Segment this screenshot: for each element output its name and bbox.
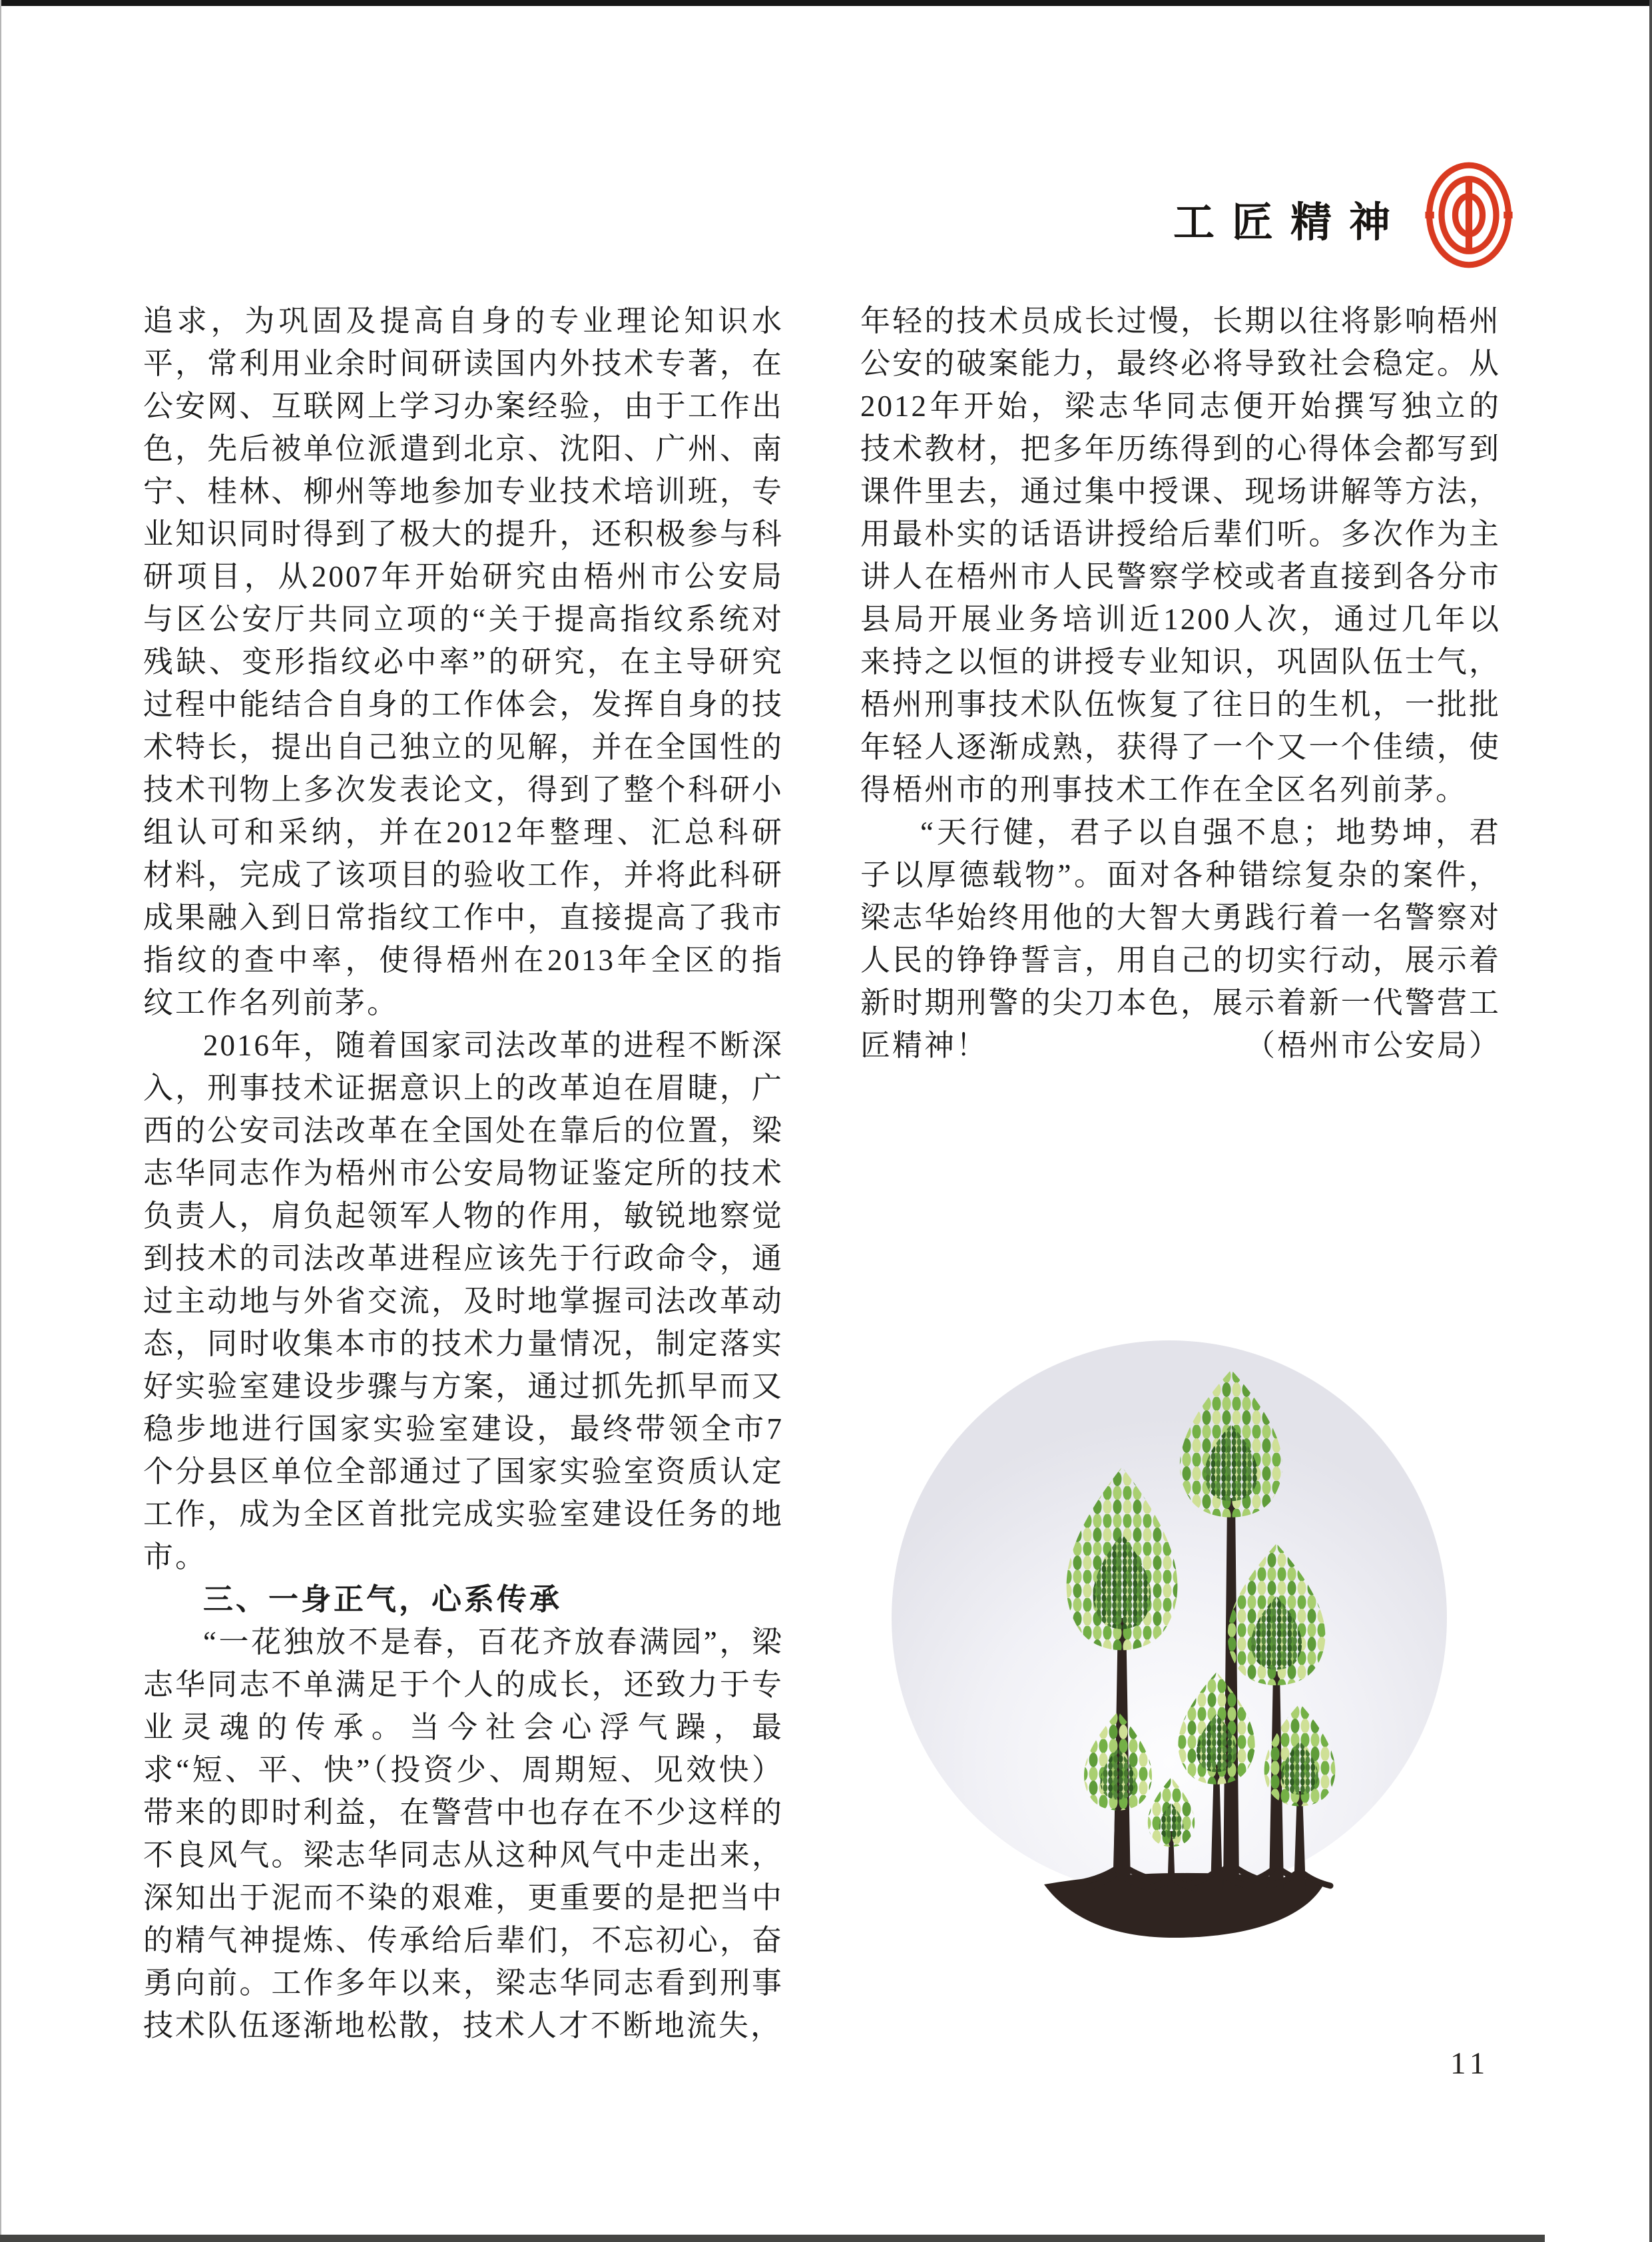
page-left-edge-line	[0, 0, 1, 2242]
page-title: 工匠精神	[1173, 200, 1408, 246]
page-top-edge-bar	[0, 0, 1652, 6]
section-heading: 三、一身正气，心系传承	[203, 1582, 563, 1616]
attribution: （梧州市公安局）	[1244, 1029, 1501, 1062]
page-right-edge-line	[1649, 0, 1652, 2242]
trees-illustration	[852, 1298, 1485, 1951]
right-text-column	[860, 300, 1501, 1067]
paragraph: 2016年，随着国家司法改革的进程不断深入，刑事技术证据意识上的改革迫在眉睫，广西的公安司法改革在全国处在靠后的位置，梁志华同志作为梧州市公安局物证鉴定所的技术负责人，肩负起领军人物的作用，敏锐地察觉到技术的司法改革进程应该先于行政命令，通过主动地与外省交流，及时地掌握司法改革动态，同时收集本市的技术力量情况，制定落实好实验室建设步骤与方案，通过抓先抓早而又稳步地进行国家实验室建设，最终带领全市7个分县区单位全部通过了国家实验室资质认定工作，成为全区首批完成实验室建设任务的地市。	[143, 1029, 784, 1573]
paragraph: “天行健，君子以自强不息；地势坤，君子以厚德载物”。面对各种错综复杂的案件，梁志华始终用他的大智大勇践行着一名警察对人民的铮铮誓言，用自己的切实行动，展示着新时期刑警的尖刀本色，展示着新一代警营工匠精神！ （梧州市公安局）	[860, 811, 1501, 1067]
left-text-column	[143, 300, 784, 2047]
paragraph: “一花独放不是春，百花齐放春满园”，梁志华同志不单满足于个人的成长，还致力于专业灵魂的传承。当今社会心浮气躁，最求“短、平、快”（投资少、周期短、见效快）带来的即时利益，在警营中也存在不少这样的不良风气。梁志华同志从这种风气中走出来，深知出于泥而不染的艰难，更重要的是把当中的精气神提炼、传承给后辈们，不忘初心，奋勇向前。工作多年以来，梁志华同志看到刑事技术队伍逐渐地松散，技术人才不断地流失，	[143, 1625, 784, 2042]
paragraph: 追求，为巩固及提高自身的专业理论知识水平，常利用业余时间研读国内外技术专著，在公安网、互联网上学习办案经验，由于工作出色，先后被单位派遣到北京、沈阳、广州、南宁、桂林、柳州等地参加专业技术培训班，专业知识同时得到了极大的提升，还积极参与科研项目，从2007年开始研究由梧州市公安局与区公安厅共同立项的“关于提高指纹系统对残缺、变形指纹必中率”的研究，在主导研究过程中能结合自身的工作体会，发挥自身的技术特长，提出自己独立的见解，并在全国性的技术刊物上多次发表论文，得到了整个科研小组认可和采纳，并在2012年整理、汇总科研材料，完成了该项目的验收工作，并将此科研成果融入到日常指纹工作中，直接提高了我市指纹的查中率，使得梧州在2013年全区的指纹工作名列前茅。	[143, 304, 784, 1019]
trade-union-logo-icon	[1424, 160, 1514, 270]
page-number: 11	[1450, 2046, 1490, 2081]
paragraph: 年轻的技术员成长过慢，长期以往将影响梧州公安的破案能力，最终必将导致社会稳定。从2012年开始，梁志华同志便开始撰写独立的技术教材，把多年历练得到的心得体会都写到课件里去，通过集中授课、现场讲解等方法，用最朴实的话语讲授给后辈们听。多次作为主讲人在梧州市人民警察学校或者直接到各分市县局开展业务培训近1200人次，通过几年以来持之以恒的讲授专业知识，巩固队伍士气，梧州刑事技术队伍恢复了往日的生机，一批批年轻人逐渐成熟，获得了一个又一个佳绩，使得梧州市的刑事技术工作在全区名列前茅。	[860, 304, 1501, 806]
page-bottom-edge-bar	[0, 2235, 1545, 2242]
